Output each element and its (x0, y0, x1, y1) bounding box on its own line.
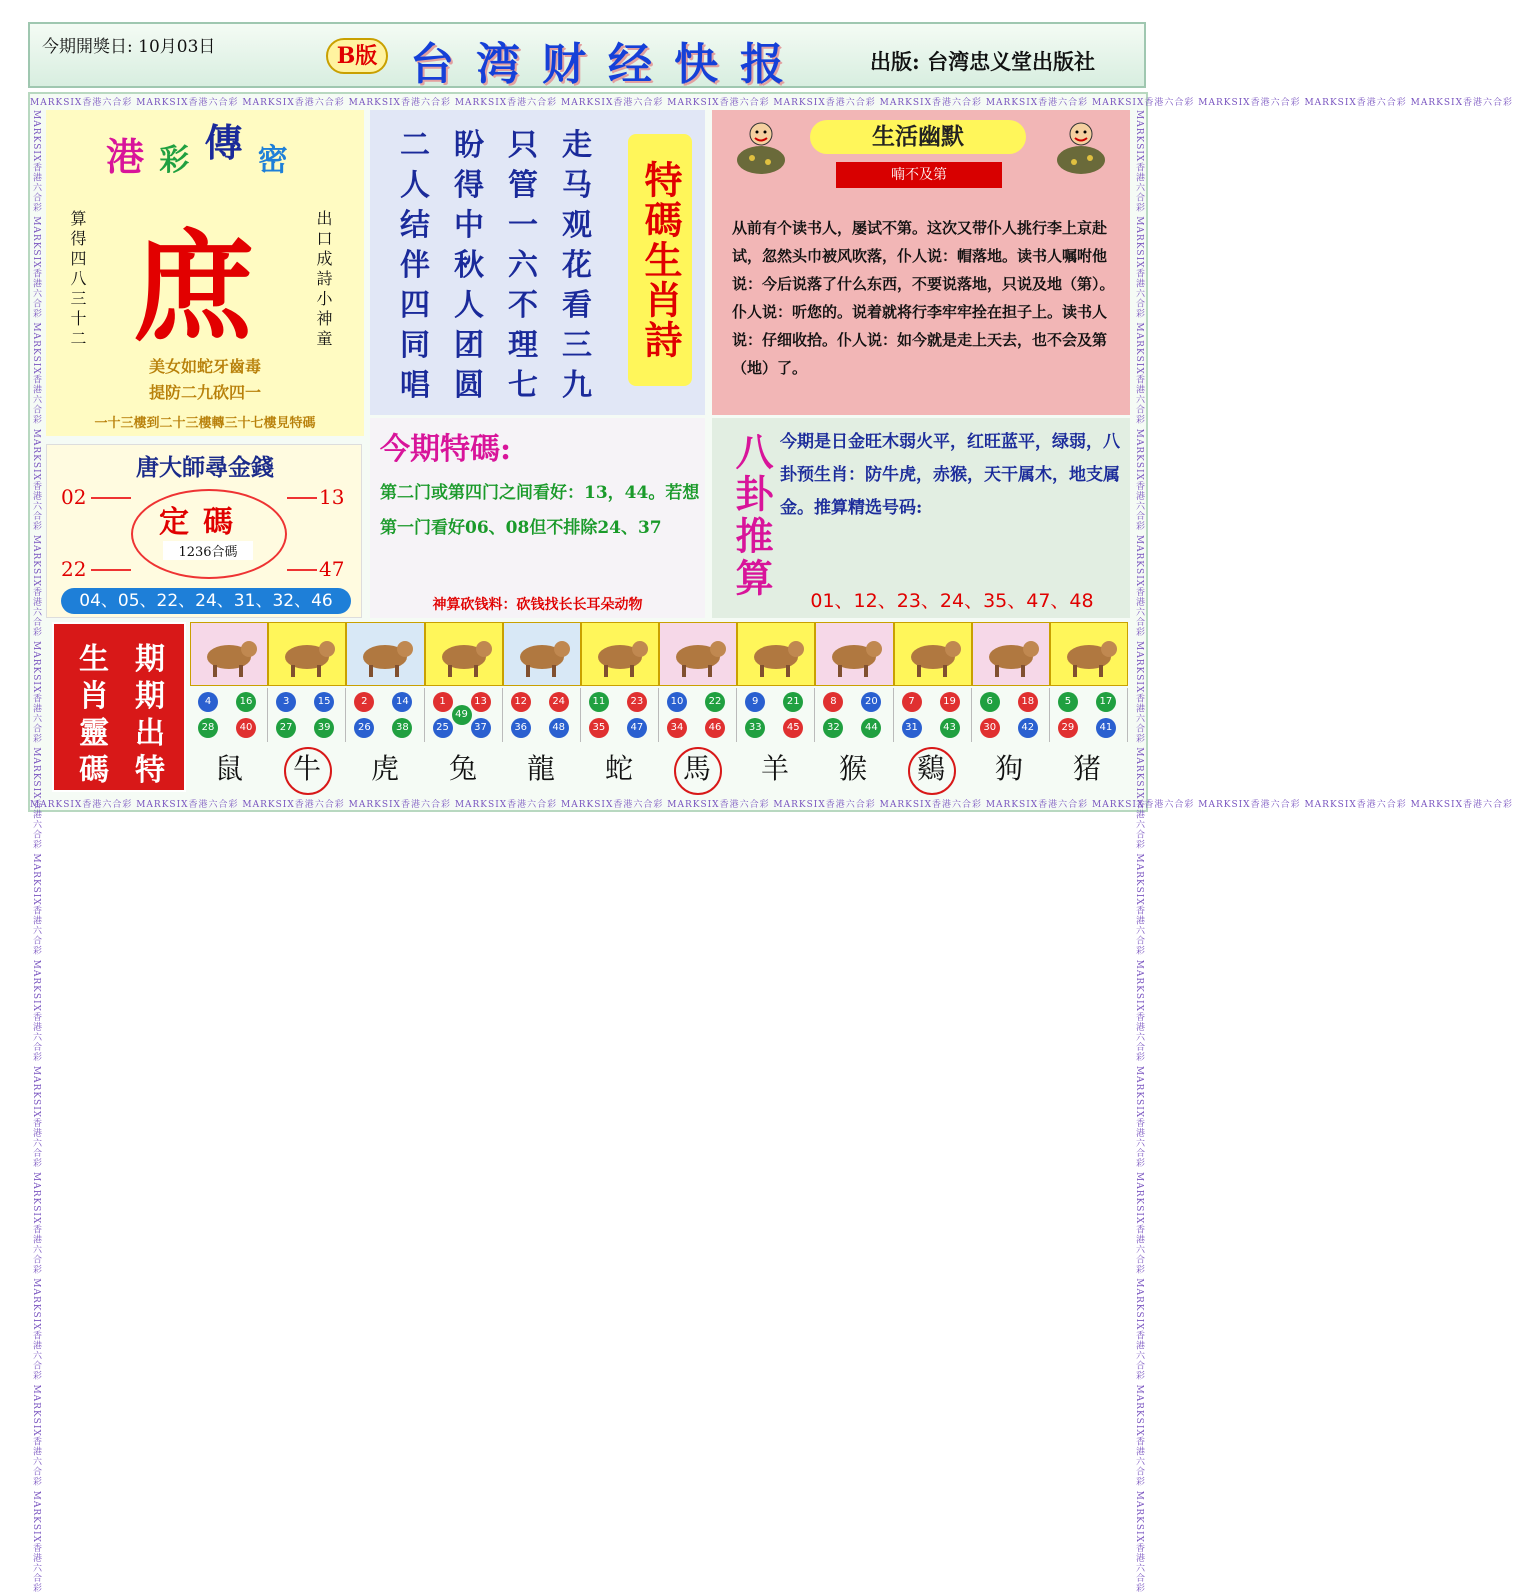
zodiac-animal-icon (972, 622, 1050, 686)
number-ball: 47 (627, 718, 647, 738)
number-ball: 1 (433, 692, 453, 712)
poem-char: 同 (400, 328, 430, 363)
poem-char: 理 (508, 328, 538, 363)
zodiac-animal-icon (581, 622, 659, 686)
zodiac-number-cell (815, 688, 893, 742)
zodiac-animal-icon (737, 622, 815, 686)
logo-char: 傳 (204, 120, 243, 165)
poem-char: 秋 (454, 248, 484, 283)
poem-grid (388, 120, 604, 403)
poem-char: 人 (400, 168, 430, 203)
connector-line (91, 497, 131, 499)
zodiac-name: 羊 (760, 752, 789, 785)
poem-char: 唱 (400, 368, 430, 403)
number-ball: 40 (236, 718, 256, 738)
poem-char: 花 (562, 248, 592, 283)
right-vertical-text: 出口成詩小神童 (314, 210, 333, 350)
logo-char: 密 (257, 143, 288, 178)
zodiac-animal-icon (503, 622, 581, 686)
bagua-numbers: 01、12、23、24、35、47、48 (810, 590, 1094, 612)
number-ball: 33 (745, 718, 765, 738)
page-title: 台湾财经快报 (410, 39, 806, 90)
zodiac-name-row (190, 746, 1128, 792)
zodiac-name: 鷄 (892, 746, 970, 792)
zodiac-number-cell (972, 688, 1050, 742)
poem-char: 六 (508, 248, 538, 283)
poem-char: 盼 (454, 128, 484, 163)
number-ball: 41 (1096, 718, 1116, 738)
number-ball: 28 (198, 718, 218, 738)
poem-char: 不 (508, 288, 538, 323)
zodiac-name: 蛇 (604, 752, 633, 785)
zodiac-animal-icon (894, 622, 972, 686)
zodiac-animal-icon (1050, 622, 1128, 686)
poem-char: 管 (508, 168, 538, 203)
number-ball: 20 (861, 692, 881, 712)
poem-char: 结 (400, 208, 430, 243)
number-ball: 22 (705, 692, 725, 712)
humor-title: 生活幽默 (810, 120, 1026, 154)
draw-date: 今期開獎日: 10月03日 (42, 37, 216, 57)
zodiac-table (52, 622, 1128, 812)
number-bottom-left: 22 (61, 557, 87, 581)
number-ball: 23 (627, 692, 647, 712)
number-ball: 29 (1058, 718, 1078, 738)
number-ball: 2 (354, 692, 374, 712)
hint-line: 一十三樓到二十三樓轉三十七樓見特碼 (94, 416, 316, 431)
publisher-label: 出版: 台湾忠义堂出版社 (870, 49, 1096, 74)
number-ball: 39 (314, 718, 334, 738)
number-ball: 3 (276, 692, 296, 712)
poem-char: 圆 (454, 368, 484, 403)
number-ball: 4 (198, 692, 218, 712)
connector-line (287, 569, 317, 571)
special-code-panel (370, 418, 705, 618)
number-ball: 32 (823, 718, 843, 738)
number-ball: 38 (392, 718, 412, 738)
number-ball: 21 (783, 692, 803, 712)
combo-label: 1236合碼 (163, 541, 253, 560)
table-label-char: 期 (135, 642, 165, 677)
bagua-panel (712, 418, 1130, 618)
number-ball: 35 (589, 718, 609, 738)
number-ball: 37 (471, 718, 491, 738)
number-ball: 18 (1018, 692, 1038, 712)
number-ball: 11 (589, 692, 609, 712)
table-label-char: 靈 (79, 716, 109, 751)
zodiac-animal-icon (815, 622, 893, 686)
watermark-strip-left (31, 110, 43, 1593)
poem-char: 九 (562, 368, 592, 403)
zodiac-poem-panel (370, 110, 705, 415)
table-label-char: 期 (135, 679, 165, 714)
connector-line (91, 569, 131, 571)
poem-char: 四 (400, 288, 430, 323)
panel-title: 唐大師尋金錢 (136, 454, 274, 481)
zodiac-animal-icon (190, 622, 268, 686)
secret-panel (46, 110, 364, 436)
bagua-text: 今期是日金旺木弱火平，红旺蓝平，绿弱，八卦预生肖：防牛虎，赤猴，天干属木，地支属金。推算精选号码: (780, 432, 1120, 518)
number-bottom-right: 47 (319, 557, 345, 581)
poem-char: 人 (454, 288, 484, 323)
watermark-strip-top (30, 95, 1513, 108)
poem-line-1: 美女如蛇牙齒毒 (148, 357, 261, 376)
zodiac-number-cell (425, 688, 503, 742)
zodiac-number-cell (737, 688, 815, 742)
number-ball: 15 (314, 692, 334, 712)
bagua-side-title: 八卦推算 (729, 432, 774, 600)
number-ball: 34 (667, 718, 687, 738)
big-character: 庶 (134, 217, 254, 358)
number-ball: 8 (823, 692, 843, 712)
fixed-code-title: 定碼 (159, 505, 247, 540)
edition-badge: B版 (326, 38, 388, 74)
number-ball: 19 (940, 692, 960, 712)
poem-char: 观 (562, 208, 592, 243)
number-ball: 31 (902, 718, 922, 738)
number-ball: 48 (549, 718, 569, 738)
zodiac-name: 虎 (370, 752, 399, 785)
label-grid (66, 634, 178, 788)
number-ball: 17 (1096, 692, 1116, 712)
number-ball: 45 (783, 718, 803, 738)
watermark-strip-right (1134, 110, 1146, 1593)
number-ball: 6 (980, 692, 1000, 712)
watermark-text: MARKSIX香港六合彩 MARKSIX香港六合彩 MARKSIX香港六合彩 MARKSIX香港六合彩 MARKSIX香港六合彩 MARKSIX香港六合彩 MARKSIX香港六合彩 MARKSIX香港六合彩 MARKSIX香港六合彩 MARKSIX香港六合彩 MARKSIX香港六合彩 MARKSIX香港六合彩 MARKSIX香港六合彩 MARKSIX香港六合彩 (31, 110, 41, 1593)
special-code-text: 第二门或第四门之间看好：13，44。若想第一门看好06、08但不排除24、37 (380, 483, 700, 538)
special-code-footer: 神算砍钱料：砍钱找长长耳朵动物 (432, 597, 643, 613)
zodiac-number-cell (659, 688, 737, 742)
number-top-right: 13 (319, 485, 345, 509)
zodiac-number-cell (503, 688, 581, 742)
zodiac-name: 狗 (994, 752, 1023, 785)
poem-char: 三 (562, 328, 592, 363)
poem-char: 看 (562, 288, 592, 323)
table-label-char: 碼 (79, 753, 109, 788)
money-bag-figure-icon (1052, 118, 1110, 176)
number-row (190, 688, 1128, 742)
table-label-char: 生 (79, 642, 109, 677)
zodiac-number-cell (190, 688, 268, 742)
humor-story: 从前有个读书人，屡试不第。这次又带仆人挑行李上京赴试，忽然头巾被风吹落，仆人说：帽落地。读书人嘱咐他说：今后说落了什么东西，不要说落地，只说及地（第）。仆人说：听您的。说着就将行李牢牢拴在担子上。读书人说：仔细收拾。仆人说：如今就是走上天去，也不会及第（地）了。 (732, 219, 1115, 377)
money-bag-figure-icon (732, 118, 790, 176)
panel-logo (106, 120, 290, 181)
zodiac-animal-icon (268, 622, 346, 686)
panel-title: 今期特碼: (380, 432, 512, 467)
table-label-char: 出 (135, 716, 165, 751)
number-ball: 24 (549, 692, 569, 712)
zodiac-name: 牛 (268, 746, 346, 792)
number-ball: 27 (276, 718, 296, 738)
left-vertical-text: 算得四八三十二 (68, 210, 87, 350)
number-ball: 44 (861, 718, 881, 738)
zodiac-name: 鼠 (214, 752, 243, 785)
zodiac-number-cell (581, 688, 659, 742)
number-ball: 46 (705, 718, 725, 738)
poem-char: 二 (400, 128, 430, 163)
watermark-text: MARKSIX香港六合彩 MARKSIX香港六合彩 MARKSIX香港六合彩 MARKSIX香港六合彩 MARKSIX香港六合彩 MARKSIX香港六合彩 MARKSIX香港六合彩 MARKSIX香港六合彩 MARKSIX香港六合彩 MARKSIX香港六合彩 MARKSIX香港六合彩 MARKSIX香港六合彩 MARKSIX香港六合彩 MARKSIX香港六合彩 (30, 800, 1513, 810)
number-ball: 16 (236, 692, 256, 712)
number-ball: 7 (902, 692, 922, 712)
number-ball: 10 (667, 692, 687, 712)
number-ball: 43 (940, 718, 960, 738)
number-ball: 42 (1018, 718, 1038, 738)
number-top-left: 02 (61, 485, 87, 509)
number-ball: 36 (511, 718, 531, 738)
poem-char: 得 (454, 168, 484, 203)
zodiac-number-cell (894, 688, 972, 742)
zodiac-animal-icon (659, 622, 737, 686)
header-bar (28, 22, 1146, 88)
number-ball: 26 (354, 718, 374, 738)
poem-char: 中 (454, 208, 484, 243)
zodiac-number-cell (346, 688, 424, 742)
zodiac-animal-icon (346, 622, 424, 686)
number-ball: 13 (471, 692, 491, 712)
zodiac-name: 猴 (838, 752, 867, 785)
number-ball: 5 (1058, 692, 1078, 712)
number-ball: 9 (745, 692, 765, 712)
logo-char: 港 (106, 134, 145, 179)
connector-line (287, 497, 317, 499)
zodiac-name: 龍 (526, 752, 555, 785)
watermark-text: MARKSIX香港六合彩 MARKSIX香港六合彩 MARKSIX香港六合彩 MARKSIX香港六合彩 MARKSIX香港六合彩 MARKSIX香港六合彩 MARKSIX香港六合彩 MARKSIX香港六合彩 MARKSIX香港六合彩 MARKSIX香港六合彩 MARKSIX香港六合彩 MARKSIX香港六合彩 MARKSIX香港六合彩 MARKSIX香港六合彩 (30, 98, 1513, 108)
zodiac-table-label (52, 622, 186, 792)
number-ball: 12 (511, 692, 531, 712)
number-list: 04、05、22、24、31、32、46 (61, 588, 351, 614)
poem-char: 七 (508, 368, 538, 403)
animal-row (190, 622, 1128, 686)
humor-subtitle: 喃不及第 (836, 162, 1002, 188)
poem-char: 伴 (400, 248, 430, 283)
zodiac-number-cell (1050, 688, 1128, 742)
poem-char: 只 (508, 128, 538, 163)
poem-char: 走 (562, 128, 592, 163)
table-label-char: 肖 (79, 679, 109, 714)
zodiac-name: 兔 (448, 752, 477, 785)
poem-line-2: 提防二九砍四一 (148, 383, 261, 402)
fixed-code-panel (46, 444, 362, 618)
zodiac-animal-icon (425, 622, 503, 686)
table-label-char: 特 (135, 753, 165, 788)
zodiac-name: 馬 (658, 746, 736, 792)
logo-char: 彩 (159, 143, 190, 178)
number-ball: 49 (452, 705, 472, 725)
humor-panel (712, 110, 1130, 415)
poem-char: 一 (508, 208, 538, 243)
poem-char: 马 (562, 168, 592, 203)
number-ball: 30 (980, 718, 1000, 738)
watermark-text: MARKSIX香港六合彩 MARKSIX香港六合彩 MARKSIX香港六合彩 MARKSIX香港六合彩 MARKSIX香港六合彩 MARKSIX香港六合彩 MARKSIX香港六合彩 MARKSIX香港六合彩 MARKSIX香港六合彩 MARKSIX香港六合彩 MARKSIX香港六合彩 MARKSIX香港六合彩 MARKSIX香港六合彩 MARKSIX香港六合彩 (1134, 110, 1144, 1593)
poem-side-title: 特碼生肖詩 (628, 134, 692, 386)
number-ball: 14 (392, 692, 412, 712)
zodiac-name: 猪 (1072, 752, 1101, 785)
poem-char: 团 (454, 328, 484, 363)
zodiac-number-cell (268, 688, 346, 742)
number-ball: 25 (433, 718, 453, 738)
